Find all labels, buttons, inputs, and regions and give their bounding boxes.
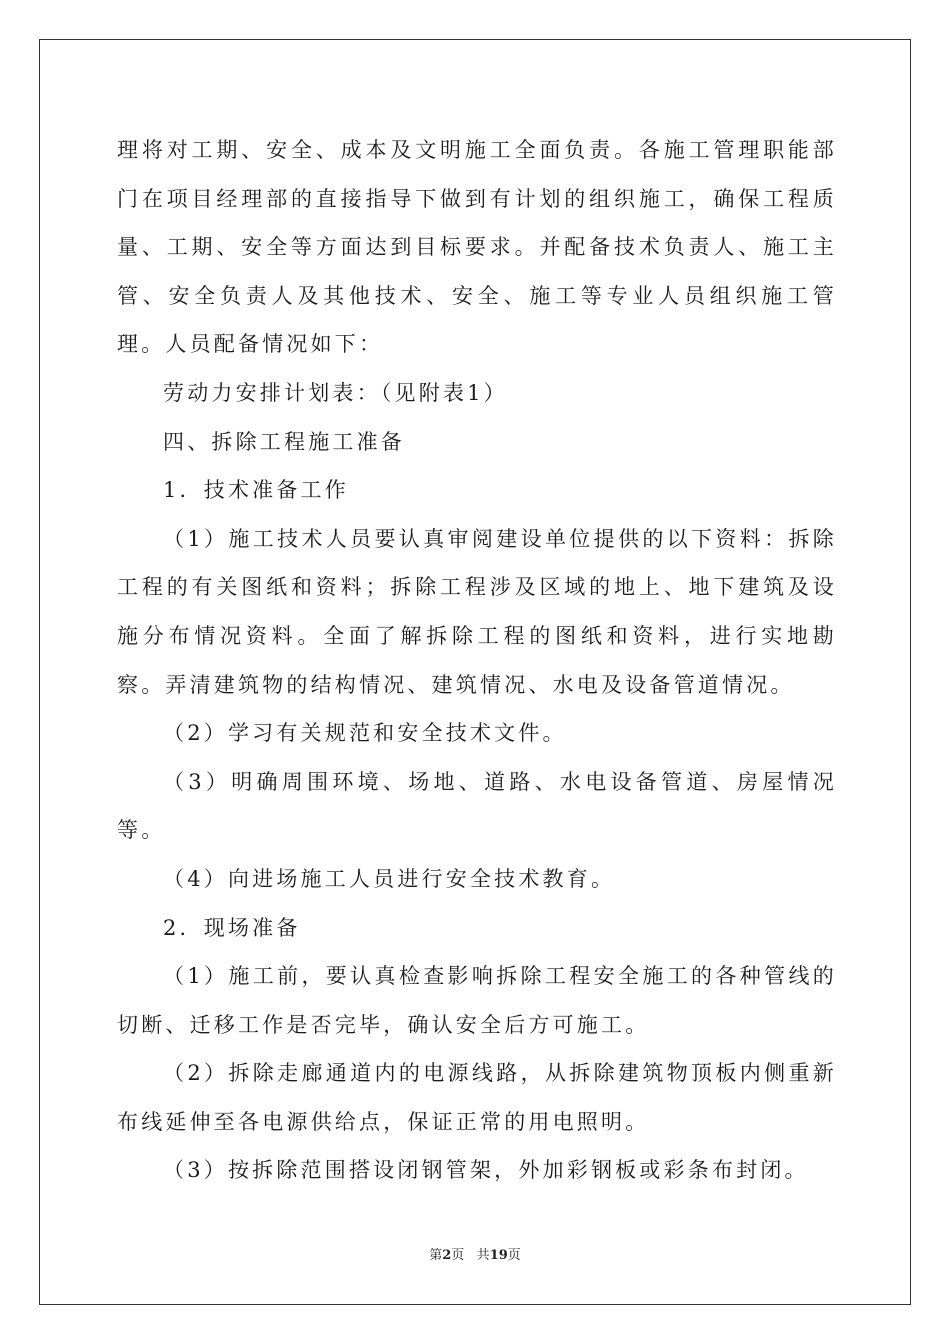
paragraph-2: 劳动力安排计划表：（见附表1） [163,380,508,405]
paragraph-7: （3）明确周围环境、场地、道路、水电设备管道、房屋情况等。 [117,769,837,843]
paragraph-11: （2）拆除走廊通道内的电源线路，从拆除建筑物顶板内侧重新布线延伸至各电源供给点，保证正常的用电照明。 [117,1061,837,1134]
paragraph-6: （2）学习有关规范和安全技术文件。 [163,721,567,746]
paragraph-8: （4）向进场施工人员进行安全技术教育。 [163,866,616,891]
subheading-technical-prep: 1．技术准备工作 [163,478,349,503]
section-heading-4: 四、拆除工程施工准备 [163,429,405,454]
paragraph-12: （3）按拆除范围搭设闭钢管架，外加彩钢板或彩条布封闭。 [163,1158,809,1183]
document-body [117,126,837,1195]
footer-page-number: 2 [442,1248,452,1263]
page-footer [0,1244,950,1263]
subheading-site-prep: 2．现场准备 [163,915,301,940]
footer-page-suffix: 页 [451,1248,465,1263]
paragraph-1: 理将对工期、安全、成本及文明施工全面负责。各施工管理职能部门在项目经理部的直接指导下做到有计划的组织施工，确保工程质量、工期、安全等方面达到目标要求。并配备技术负责人、施工主管、安全负责人及其他技术、安全、施工等专业人员组织施工管理。人员配备情况如下： [117,138,837,357]
footer-total-prefix: 共 [476,1248,490,1263]
footer-total-suffix: 页 [507,1248,521,1263]
footer-prefix: 第 [429,1248,443,1263]
paragraph-5: （1）施工技术人员要认真审阅建设单位提供的以下资料：拆除工程的有关图纸和资料；拆除工程涉及区域的地上、地下建筑及设施分布情况资料。全面了解拆除工程的图纸和资料，进行实地勘察。弄清建筑物的结构情况、建筑情况、水电及设备管道情况。 [117,526,837,697]
footer-total-pages: 19 [489,1248,508,1263]
paragraph-10: （1）施工前，要认真检查影响拆除工程安全施工的各种管线的切断、迁移工作是否完毕，确认安全后方可施工。 [117,964,837,1037]
